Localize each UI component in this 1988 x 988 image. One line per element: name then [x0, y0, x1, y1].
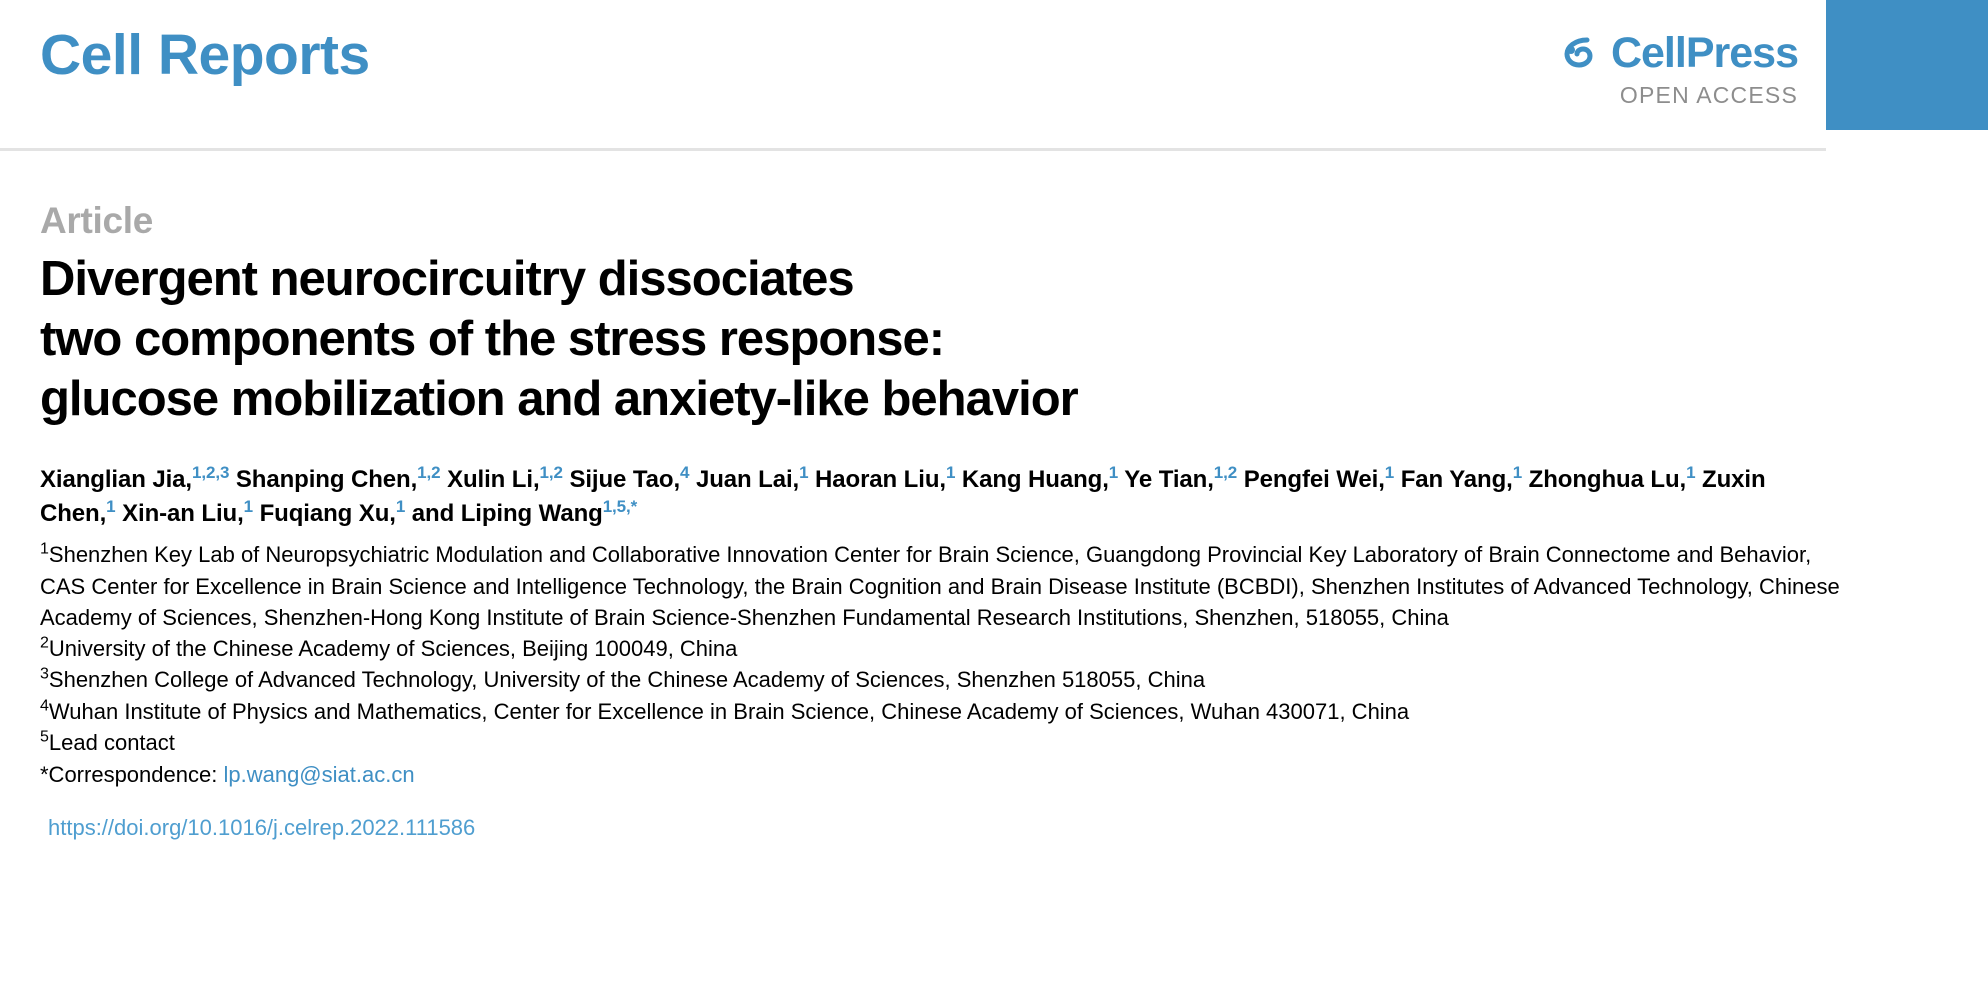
author-affiliation-marker: 1,2 [417, 463, 441, 483]
page-title [40, 250, 1600, 429]
title-line-3: glucose mobilization and anxiety-like behavior [40, 371, 1078, 426]
author [815, 463, 956, 494]
author-name: Ye Tian, [1124, 466, 1214, 494]
author-name: Sijue Tao, [569, 466, 681, 494]
author-name: Juan Lai, [695, 466, 800, 494]
doi-link[interactable]: https://doi.org/10.1016/j.celrep.2022.111586 [48, 815, 476, 841]
masthead [0, 0, 1988, 152]
affiliation-text: Shenzhen Key Lab of Neuropsychiatric Modulation and Collaborative Innovation Center for Brain Science, Guangdong Provincial Key Laboratory of Brain Connectome and Behavior, CAS Center for Excellence in Brain Science and Intelligence Technology, the Brain Cognition and Brain Disease Institute (BCBDI), Shenzhen Institutes of Advanced Technology, Chinese Academy of Sciences, Shenzhen-Hong Kong Institute of Brain Science-Shenzhen Fundamental Research Institutions, Shenzhen, 518055, China [40, 542, 1840, 630]
author-name: Zuxin Chen, [40, 466, 1766, 528]
affiliation-text: Lead contact [48, 729, 175, 755]
affiliation-item [40, 664, 1840, 695]
title-line-1: Divergent neurocircuitry dissociates [40, 252, 854, 306]
author-affiliation-marker: 1 [945, 463, 956, 483]
author-name: Pengfei Wei, [1243, 466, 1385, 494]
affiliation-item [40, 696, 1840, 727]
affiliation-text: Wuhan Institute of Physics and Mathematics, Center for Excellence in Brain Science, Chinese Academy of Sciences, Wuhan 430071, China [48, 698, 1410, 724]
author [259, 497, 406, 528]
author [447, 463, 563, 494]
affiliation-marker: 5 [40, 728, 49, 746]
open-access-label: OPEN ACCESS [1619, 82, 1798, 108]
corner-color-block [1826, 0, 1988, 130]
article-type-kicker: Article [40, 200, 154, 241]
journal-title: Cell Reports [40, 23, 370, 87]
cell-press-wordmark: CellPress [1610, 28, 1798, 77]
affiliation-marker: 3 [40, 666, 49, 684]
author [1124, 463, 1238, 494]
author [122, 497, 254, 528]
author-name: Xin-an Liu, [122, 500, 244, 528]
author-name: Haoran Liu, [815, 466, 946, 494]
author-affiliation-marker: 1 [799, 463, 809, 483]
correspondence-label: *Correspondence: [40, 762, 218, 788]
author-affiliation-marker: 1 [1108, 463, 1119, 483]
author [695, 463, 809, 494]
author-name: and Liping Wang [411, 500, 603, 528]
author-name: Fuqiang Xu, [259, 500, 396, 528]
affiliation-list [40, 539, 1840, 843]
author [235, 463, 441, 494]
author [1528, 463, 1696, 494]
author-affiliation-marker: 1,2 [1213, 463, 1238, 483]
correspondence-line [40, 759, 1840, 790]
author-affiliation-marker: 1 [1686, 463, 1696, 483]
header-divider [0, 148, 1826, 151]
author-name: Kang Huang, [961, 466, 1109, 494]
author-name: Fan Yang, [1400, 466, 1513, 494]
doi-line [48, 812, 1840, 843]
author-affiliation-marker: 1 [106, 497, 116, 517]
cell-press-logo-row [1498, 30, 1798, 76]
author-list [40, 463, 1840, 531]
affiliation-marker: 1 [40, 541, 49, 559]
affiliation-item [40, 727, 1840, 758]
author [40, 463, 230, 494]
title-line-2: two components of the stress response: [40, 311, 945, 366]
author-affiliation-marker: 1,5,* [602, 497, 638, 517]
author [569, 463, 690, 494]
affiliation-item [40, 539, 1840, 633]
author-affiliation-marker: 4 [680, 463, 690, 483]
cell-press-logo-icon [1557, 30, 1603, 76]
author-name: Xianglian Jia, [40, 466, 192, 494]
author [961, 463, 1119, 494]
affiliation-text: University of the Chinese Academy of Sciences, Beijing 100049, China [48, 636, 738, 662]
article-header-content [40, 200, 1890, 866]
author-affiliation-marker: 1 [243, 497, 254, 517]
affiliation-item [40, 633, 1840, 664]
author-affiliation-marker: 1,2,3 [192, 463, 230, 483]
affiliation-text: Shenzhen College of Advanced Technology, University of the Chinese Academy of Sciences, Shenzhen 518055, China [48, 667, 1206, 693]
author [1400, 463, 1523, 494]
author [411, 497, 638, 528]
affiliation-marker: 4 [40, 697, 49, 715]
author-name: Zhonghua Lu, [1528, 466, 1687, 494]
author-name: Shanping Chen, [235, 466, 418, 494]
author [1243, 463, 1395, 494]
author-affiliation-marker: 1,2 [539, 463, 563, 483]
author-name: Xulin Li, [447, 466, 540, 494]
correspondence-email-link[interactable]: lp.wang@siat.ac.cn [223, 762, 415, 788]
affiliation-marker: 2 [40, 634, 49, 652]
author-affiliation-marker: 1 [1384, 463, 1395, 483]
cell-press-branding [1498, 30, 1798, 109]
author-affiliation-marker: 1 [395, 497, 406, 517]
author-affiliation-marker: 1 [1512, 463, 1523, 483]
